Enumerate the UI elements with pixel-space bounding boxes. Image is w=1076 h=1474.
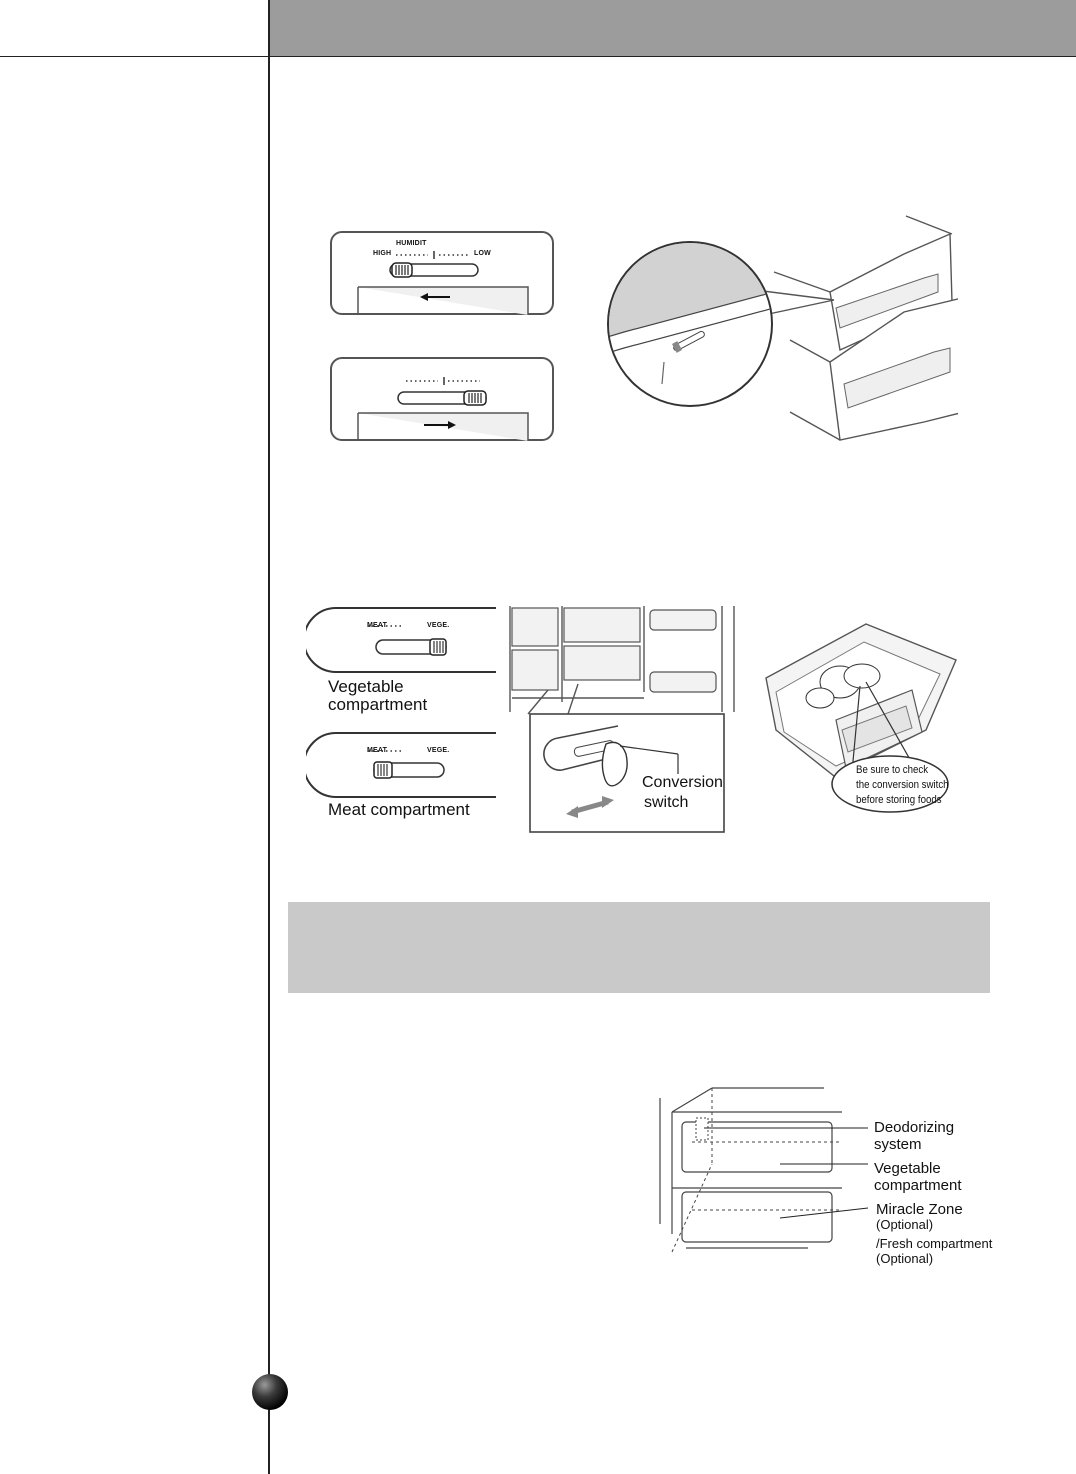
compartment-diagram — [656, 1084, 876, 1260]
callout-note-line3: before storing foods — [856, 794, 942, 806]
conversion-meat-label-1: MEAT — [367, 622, 388, 629]
meat-caption: Meat compartment — [328, 800, 470, 819]
conversion-meat-label-2: MEAT — [367, 747, 388, 754]
vegetable-compartment-label-line1: Vegetable — [874, 1160, 941, 1177]
conversion-switch-caption-line2: switch — [644, 794, 689, 811]
note-band — [288, 902, 990, 993]
vegetable-caption-line1: Vegetable — [328, 677, 404, 696]
humidity-control-panel-low — [330, 357, 554, 441]
callout-note-line2: the conversion switch — [856, 779, 949, 791]
deodorizing-label-line2: system — [874, 1136, 922, 1153]
callout-note-line1: Be sure to check — [856, 764, 929, 776]
miracle-zone-label-line1: Miracle Zone — [876, 1201, 963, 1218]
humidity-slider-high — [332, 233, 556, 317]
fresh-compartment-label-line1: /Fresh compartment — [876, 1236, 993, 1251]
conversion-panel-meat — [306, 731, 498, 799]
page-number-badge — [252, 1374, 288, 1410]
conversion-panel-vegetable — [306, 606, 498, 674]
header-band — [270, 0, 1076, 56]
conversion-switch-caption-line1: Conversion — [642, 774, 723, 791]
margin-divider — [268, 0, 270, 1474]
header-divider — [0, 56, 1076, 57]
humidity-slider-low — [332, 359, 556, 443]
refrigerator-interior-illustration — [508, 606, 740, 834]
miracle-zone-label-line2: (Optional) — [876, 1217, 934, 1232]
conversion-vege-label-2: VEGE. — [427, 747, 450, 754]
fresh-compartment-label-line2: (Optional) — [876, 1251, 934, 1266]
humidity-title: HUMIDIT — [396, 240, 427, 247]
deodorizing-label-line1: Deodorizing — [874, 1119, 955, 1136]
humidity-low-label: LOW — [474, 250, 491, 257]
humidity-control-panel-high — [330, 231, 554, 315]
conversion-vege-label-1: VEGE. — [427, 622, 450, 629]
humidity-high-label: HIGH — [373, 250, 392, 257]
vegetable-caption-line2: compartment — [328, 695, 428, 714]
crisper-drawer-illustration — [604, 212, 958, 442]
vegetable-compartment-label-line2: compartment — [874, 1177, 962, 1194]
